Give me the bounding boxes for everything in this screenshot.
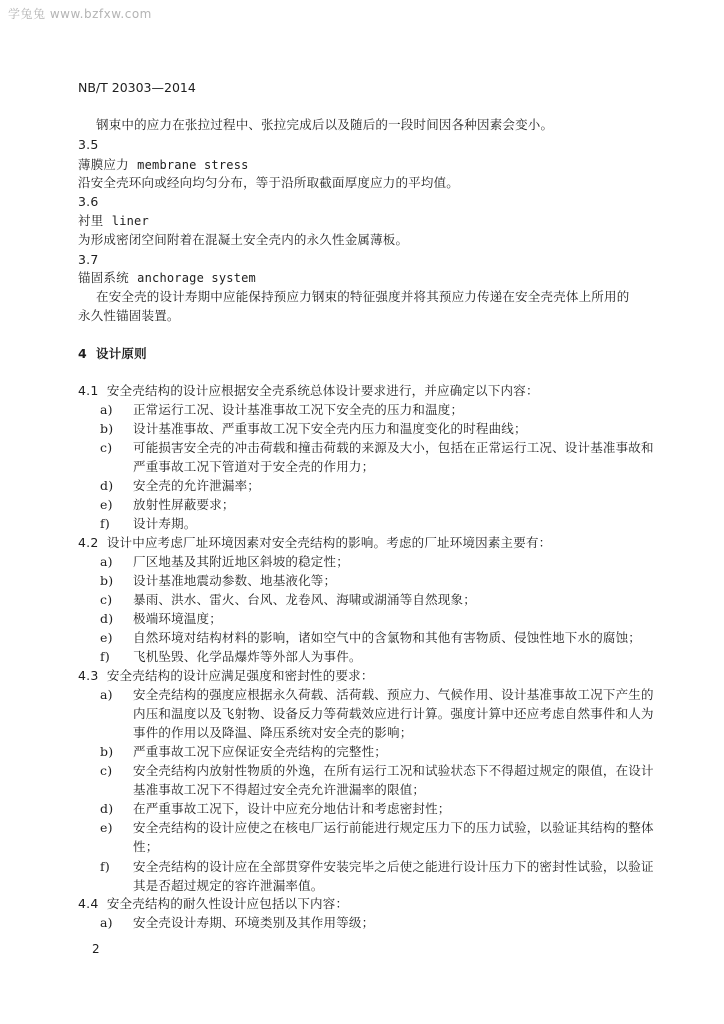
term-zh: 衬里 <box>78 213 104 228</box>
clause-intro: 设计中应考虑厂址环境因素对安全壳结构的影响。考虑的厂址环境因素主要有： <box>106 535 552 550</box>
list-item-text: 严重事故工况下应保证安全壳结构的完整性； <box>133 744 388 759</box>
list-label: d) <box>100 478 114 493</box>
term-en: liner <box>111 214 149 228</box>
list-label: c) <box>100 440 113 455</box>
list-label: d) <box>100 611 114 626</box>
list-item-text: 严重事故工况下管道对于安全壳的作用力； <box>133 459 375 474</box>
term-definition: 永久性锚固装置。 <box>78 308 180 323</box>
term-zh: 锚固系统 <box>78 270 129 285</box>
list-label: b) <box>100 421 114 436</box>
term-heading <box>78 270 256 286</box>
term-definition: 沿安全壳环向或经向均匀分布，等于沿所取截面厚度应力的平均值。 <box>78 175 460 190</box>
watermark-text: 学兔兔 www.bzfxw.com <box>8 7 152 21</box>
term-heading <box>78 157 249 173</box>
list-item-text: 安全壳结构的设计应使之在核电厂运行前能进行规定压力下的压力试验，以验证其结构的整体 <box>133 820 654 835</box>
chapter-heading <box>78 346 147 362</box>
list-label: e) <box>100 630 113 645</box>
list-item-text: 极端环境温度； <box>133 611 222 626</box>
chapter-title: 设计原则 <box>96 346 147 361</box>
clause-number: 4.1 <box>78 383 99 398</box>
term-definition: 为形成密闭空间附着在混凝土安全壳内的永久性金属薄板。 <box>78 232 409 247</box>
clause-intro: 安全壳结构的设计应满足强度和密封性的要求： <box>106 668 374 683</box>
list-label: e) <box>100 497 113 512</box>
clause <box>78 896 348 912</box>
term-definition: 在安全壳的设计寿期中应能保持预应力钢束的特征强度并将其预应力传递在安全壳壳体上所用的 <box>96 289 630 304</box>
list-label: c) <box>100 592 113 607</box>
list-item-text: 性； <box>133 839 159 854</box>
list-label: f) <box>100 516 110 531</box>
list-label: f) <box>100 649 110 664</box>
list-item-text: 其是否超过规定的容许泄漏率值。 <box>133 878 324 893</box>
term-zh: 薄膜应力 <box>78 157 129 172</box>
list-label: e) <box>100 820 113 835</box>
list-item-text: 安全壳设计寿期、环境类别及其作用等级； <box>133 915 375 930</box>
list-item-text: 安全壳结构内放射性物质的外逸，在所有运行工况和试验状态下不得超过规定的限值，在设计 <box>133 763 654 778</box>
list-item-text: 内压和温度以及飞射物、设备反力等荷载效应进行计算。强度计算中还应考虑自然事件和人为 <box>133 706 654 721</box>
standard-number-header: NB/T 20303—2014 <box>78 80 196 95</box>
list-item-text: 正常运行工况、设计基准事故工况下安全壳的压力和温度； <box>133 402 464 417</box>
clause-intro: 安全壳结构的耐久性设计应包括以下内容： <box>106 896 349 911</box>
term-en: anchorage system <box>137 271 256 285</box>
term-en: membrane stress <box>137 158 249 172</box>
list-item-text: 自然环境对结构材料的影响，诸如空气中的含氯物和其他有害物质、侵蚀性地下水的腐蚀； <box>133 630 642 645</box>
list-item-text: 事件的作用以及降温、降压系统对安全壳的影响； <box>133 725 413 740</box>
list-item-text: 设计基准事故、严重事故工况下安全壳内压力和温度变化的时程曲线； <box>133 421 527 436</box>
term-number: 3.5 <box>78 137 99 152</box>
list-item-text: 设计寿期。 <box>133 516 197 531</box>
list-label: a) <box>100 915 113 930</box>
term-heading <box>78 213 149 229</box>
list-label: b) <box>100 744 114 759</box>
list-label: a) <box>100 554 113 569</box>
list-item-text: 暴雨、洪水、雷火、台风、龙卷风、海啸或湖涌等自然现象； <box>133 592 476 607</box>
list-item-text: 飞机坠毁、化学品爆炸等外部人为事件。 <box>133 649 362 664</box>
list-item-text: 基准事故工况下不得超过安全壳允许泄漏率的限值； <box>133 782 426 797</box>
list-item-text: 安全壳结构的设计应在全部贯穿件安装完毕之后使之能进行设计压力下的密封性试验，以验证 <box>133 859 654 874</box>
list-label: a) <box>100 687 113 702</box>
clause <box>78 668 374 684</box>
clause-number: 4.3 <box>78 668 99 683</box>
page-number: 2 <box>92 942 100 956</box>
clause-intro: 安全壳结构的设计应根据安全壳系统总体设计要求进行，并应确定以下内容： <box>106 383 539 398</box>
list-label: c) <box>100 763 113 778</box>
chapter-number: 4 <box>78 346 87 361</box>
list-item-text: 安全壳结构的强度应根据永久荷载、活荷载、预应力、气候作用、设计基准事故工况下产生的 <box>133 687 654 702</box>
list-item-text: 设计基准地震动参数、地基液化等； <box>133 573 337 588</box>
list-label: f) <box>100 859 110 874</box>
list-item-text: 厂区地基及其附近地区斜坡的稳定性； <box>133 554 349 569</box>
list-label: d) <box>100 801 114 816</box>
clause-number: 4.4 <box>78 896 99 911</box>
list-label: b) <box>100 573 114 588</box>
list-item-text: 放射性屏蔽要求； <box>133 497 235 512</box>
list-item-text: 安全壳的允许泄漏率； <box>133 478 261 493</box>
clause <box>78 535 551 551</box>
list-item-text: 可能损害安全壳的冲击荷载和撞击荷载的来源及大小，包括在正常运行工况、设计基准事故和 <box>133 440 654 455</box>
clause <box>78 383 539 399</box>
list-label: a) <box>100 402 113 417</box>
list-item-text: 在严重事故工况下，设计中应充分地估计和考虑密封性； <box>133 801 451 816</box>
term-number: 3.6 <box>78 194 99 209</box>
term-definition: 钢束中的应力在张拉过程中、张拉完成后以及随后的一段时间因各种因素会变小。 <box>96 117 554 132</box>
clause-number: 4.2 <box>78 535 99 550</box>
term-number: 3.7 <box>78 252 99 267</box>
